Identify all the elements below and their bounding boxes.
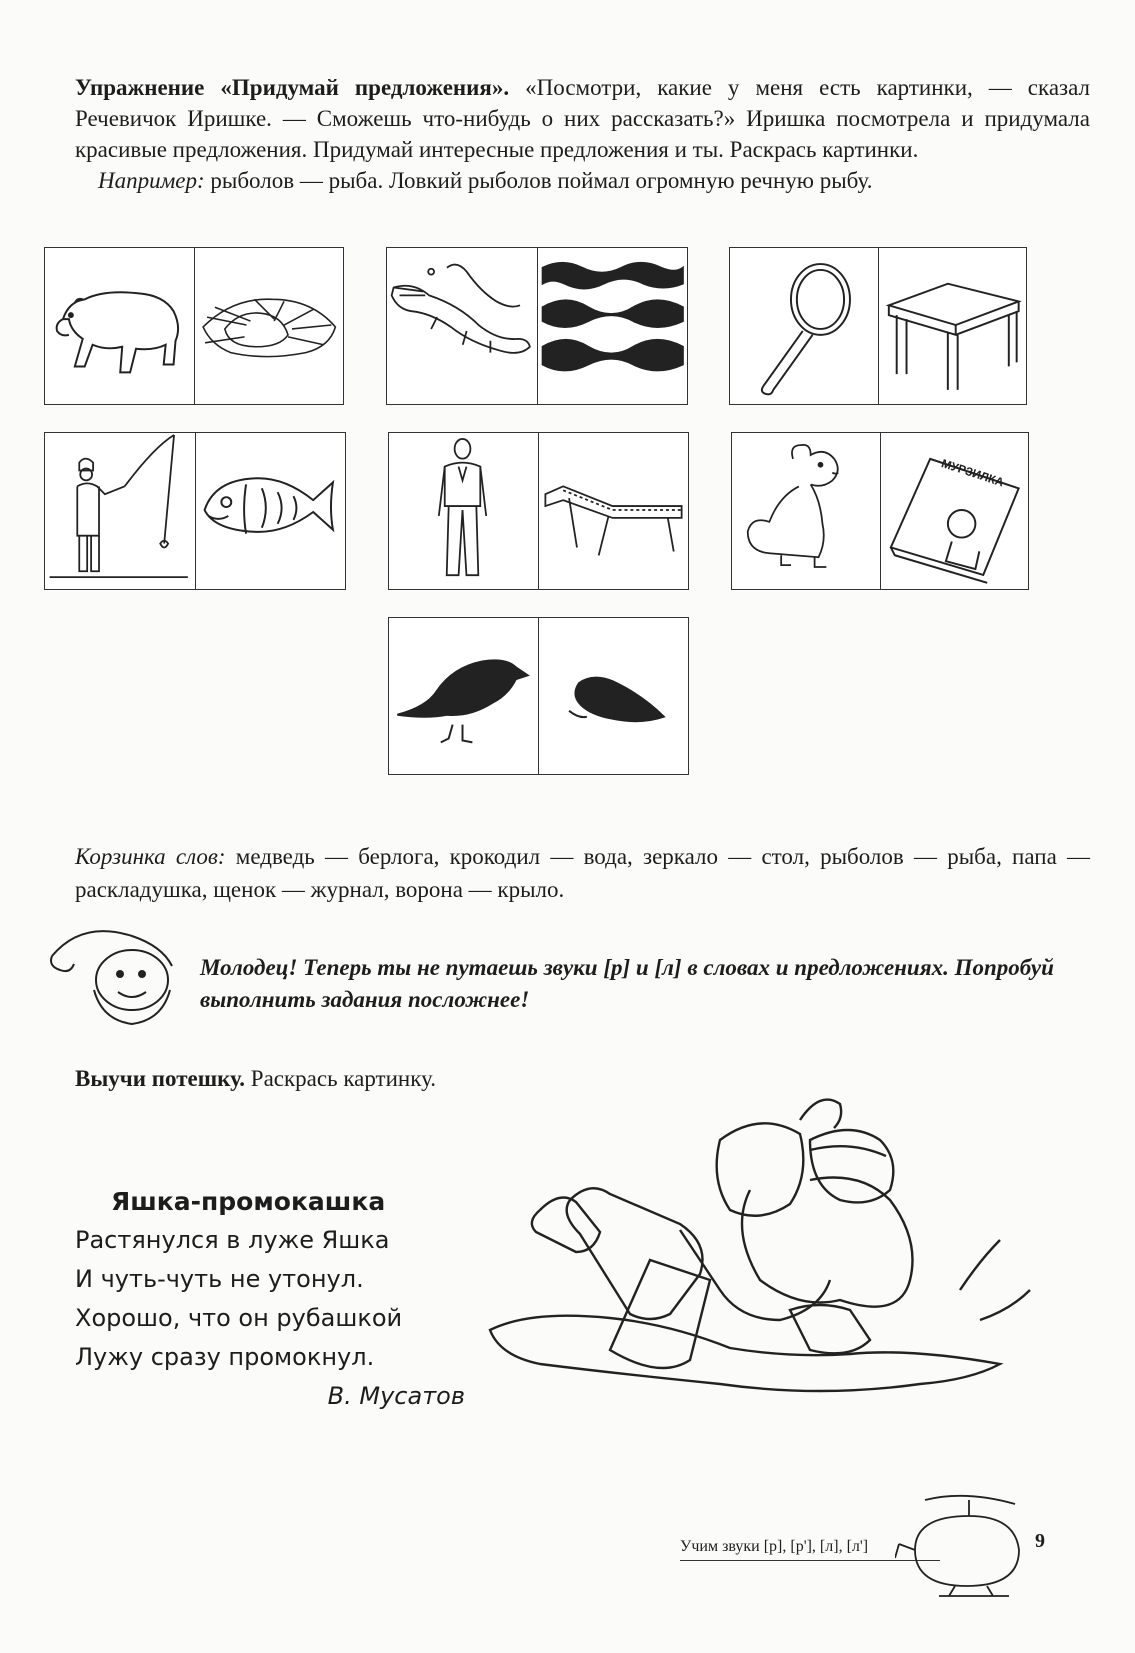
poem-line: Хорошо, что он рубашкой: [75, 1304, 403, 1332]
exercise-body: «Посмотри, какие у меня есть картинки, — сказал Речевичок Иришке. — Сможешь что-нибудь о них рассказать?» Иришка посмотрела и придумала красивые предложения. Придумай интересные предложения и ты. Раскрась картинки.: [75, 75, 1091, 162]
poem-line: Лужу сразу промокнул.: [75, 1343, 375, 1371]
cot-icon: [538, 433, 688, 589]
den-icon: [194, 248, 344, 404]
picture-pair-crow-wing: [388, 617, 689, 775]
poem: [75, 1182, 475, 1416]
footer-caption: Учим звуки [р], [р'], [л], [л']: [680, 1538, 940, 1561]
fisherman-icon: [45, 433, 195, 589]
table-icon: [878, 248, 1027, 404]
helicopter-icon: [895, 1490, 1035, 1600]
poem-title: Яшка-промокашка: [111, 1187, 386, 1216]
poem-line: Растянулся в луже Яшка: [75, 1226, 390, 1254]
mirror-icon: [730, 248, 878, 404]
example-label: Например:: [98, 168, 205, 193]
puppy-icon: [732, 433, 880, 589]
basket-text: медведь — берлога, крокодил — вода, зеркало — стол, рыболов — рыба, папа — раскладушка, щенок — журнал, ворона — крыло.: [75, 844, 1091, 902]
exercise-title: Упражнение «Придумай предложения».: [75, 75, 510, 100]
magazine-title: МУРЗИЛКА: [939, 456, 1006, 490]
poem-line: И чуть-чуть не утонул.: [75, 1265, 364, 1293]
praise-text: Молодец! Теперь ты не путаешь звуки [р] и [л] в словах и предложениях. Попробуй выполнить задания посложнее!: [200, 955, 1054, 1012]
word-basket: [75, 840, 1090, 906]
yashka-illustration: [480, 1080, 1040, 1450]
father-icon: [389, 433, 538, 589]
wing-icon: [538, 618, 688, 774]
fish-icon: [195, 433, 346, 589]
learn-bold: Выучи потешку.: [75, 1066, 246, 1091]
page-number: 9: [1035, 1530, 1045, 1552]
intro-paragraph: [75, 72, 1090, 196]
crocodile-icon: [387, 248, 537, 404]
crow-icon: [389, 618, 538, 774]
water-icon: [537, 248, 688, 404]
picture-pair-father-cot: [388, 432, 689, 590]
picture-pair-fisherman-fish: [44, 432, 346, 590]
bear-icon: [45, 248, 194, 404]
example-line: [75, 165, 1090, 196]
picture-pair-mirror-table: [729, 247, 1027, 405]
gnome-icon: [42, 918, 192, 1028]
picture-pair-puppy-magazine: [731, 432, 1029, 590]
picture-pair-bear-den: [44, 247, 344, 405]
magazine-icon: [880, 433, 1029, 589]
learn-rest: Раскрась картинку.: [250, 1066, 437, 1091]
basket-label: Корзинка слов:: [75, 844, 226, 869]
poem-author: В. Мусатов: [327, 1382, 465, 1410]
learn-rhyme-instruction: [75, 1063, 436, 1094]
example-text: рыболов — рыба. Ловкий рыболов поймал огромную речную рыбу.: [210, 168, 873, 193]
picture-pair-crocodile-water: [386, 247, 688, 405]
